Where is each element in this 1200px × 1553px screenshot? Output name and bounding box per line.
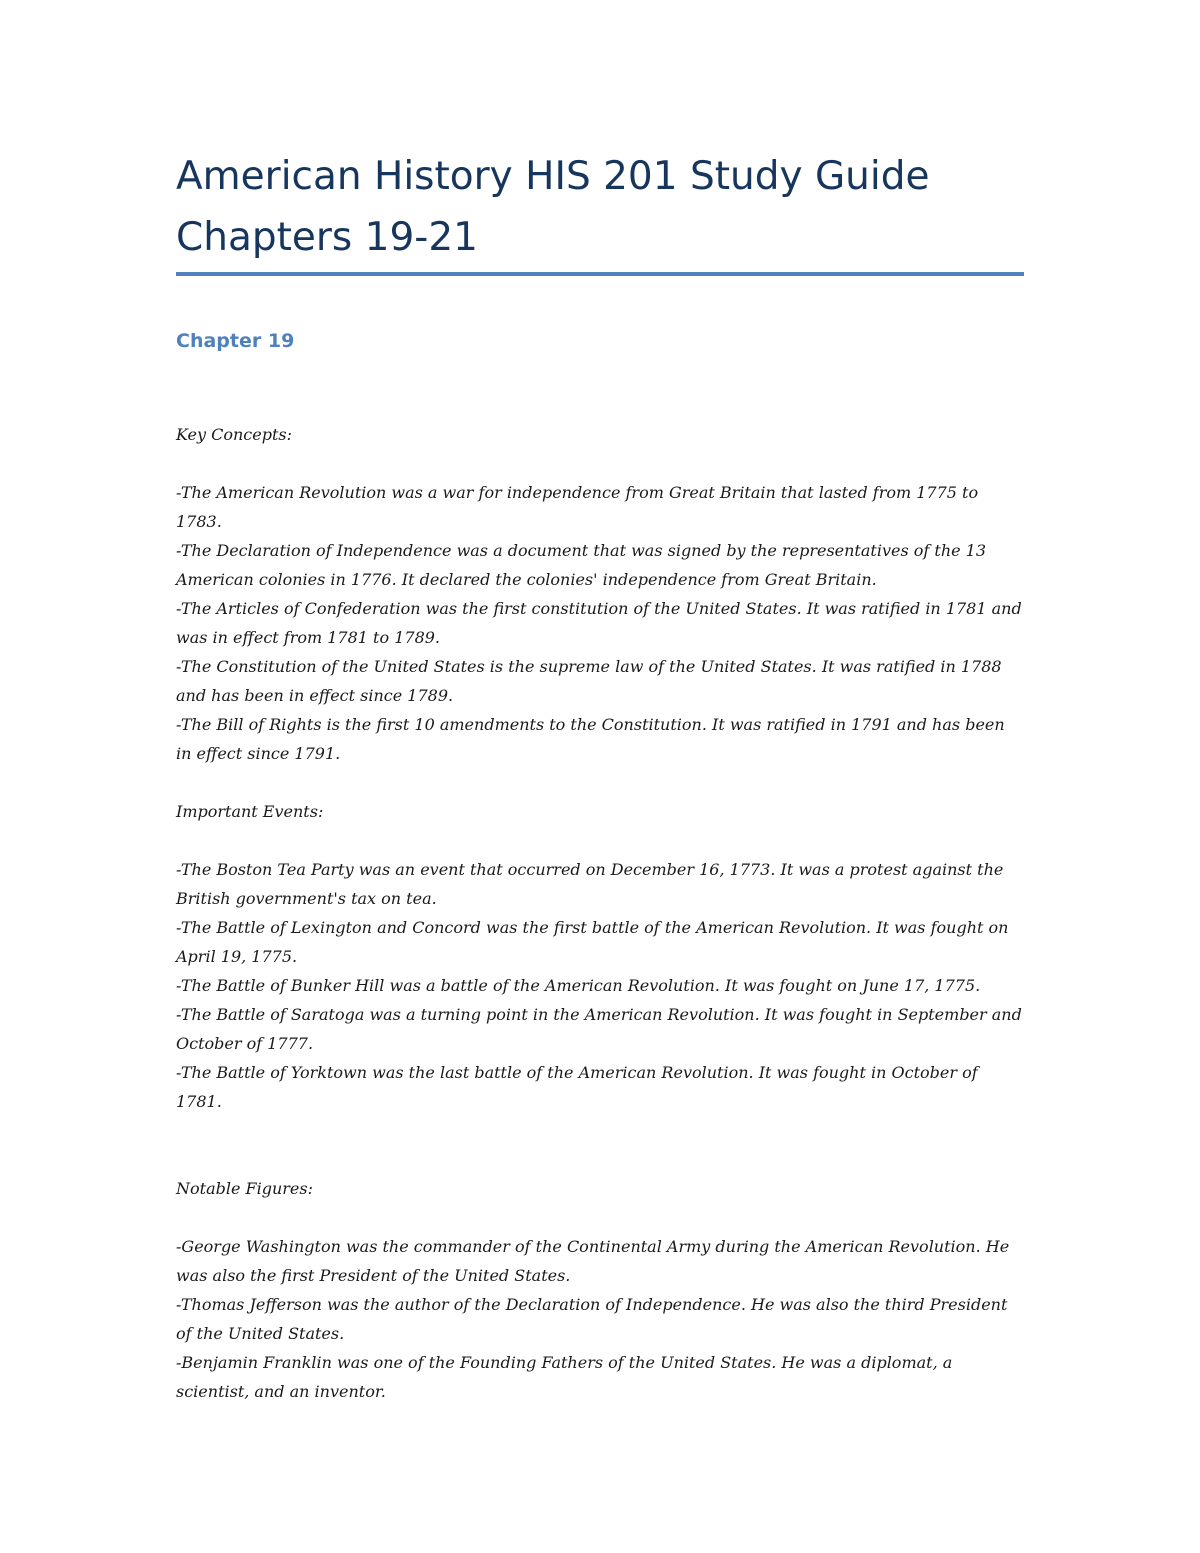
important-events-label: Important Events: (176, 802, 324, 821)
key-concept-item: -The Constitution of the United States is the supreme law of the United States. It was ratified in 1788 and has been in effect since 1789. (176, 657, 1002, 705)
notable-figures-list (176, 1232, 1024, 1406)
figure-item: -Thomas Jefferson was the author of the Declaration of Independence. He was also the third President of the United States. (176, 1295, 1008, 1343)
document-title (176, 146, 1024, 268)
key-concept-item: -The American Revolution was a war for independence from Great Britain that lasted from 1775 to 1783. (176, 483, 979, 531)
title-line-1: American History HIS 201 Study Guide (176, 154, 930, 199)
key-concepts-label: Key Concepts: (176, 425, 292, 444)
key-concepts-list (176, 478, 1024, 768)
event-item: -The Battle of Lexington and Concord was the first battle of the American Revolution. It was fought on April 19, 1775. (176, 918, 1009, 966)
event-item: -The Boston Tea Party was an event that occurred on December 16, 1773. It was a protest against the British government's tax on tea. (176, 860, 1004, 908)
event-item: -The Battle of Yorktown was the last battle of the American Revolution. It was fought in October of 1781. (176, 1063, 978, 1111)
figure-item: -Benjamin Franklin was one of the Founding Fathers of the United States. He was a diplomat, a scientist, and an inventor. (176, 1353, 953, 1401)
chapter-heading: Chapter 19 (176, 330, 295, 352)
figure-item: -George Washington was the commander of the Continental Army during the American Revolution. He was also the first President of the United States. (176, 1237, 1010, 1285)
title-line-2: Chapters 19-21 (176, 215, 478, 260)
notable-figures-label: Notable Figures: (176, 1179, 313, 1198)
event-item: -The Battle of Bunker Hill was a battle of the American Revolution. It was fought on June 17, 1775. (176, 976, 981, 995)
key-concept-item: -The Bill of Rights is the first 10 amendments to the Constitution. It was ratified in 1791 and has been in effect since 1791. (176, 715, 1005, 763)
important-events-list (176, 855, 1024, 1116)
title-underline-rule (176, 272, 1024, 276)
key-concept-item: -The Articles of Confederation was the first constitution of the United States. It was ratified in 1781 and was in effect from 1781 to 1789. (176, 599, 1022, 647)
key-concept-item: -The Declaration of Independence was a document that was signed by the representatives of the 13 American colonies in 1776. It declared the colonies' independence from Great Britain. (176, 541, 987, 589)
event-item: -The Battle of Saratoga was a turning point in the American Revolution. It was fought in September and October of 1777. (176, 1005, 1022, 1053)
